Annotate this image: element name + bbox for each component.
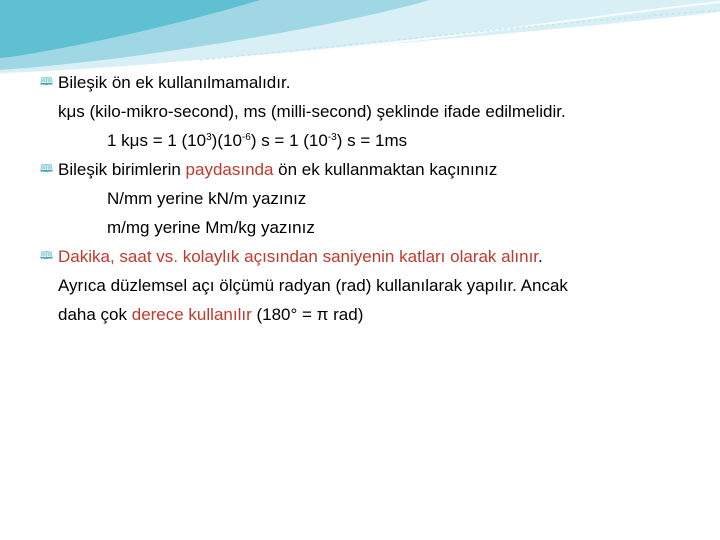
book-bullet-icon: 🕮 <box>40 76 53 88</box>
degree-text-line: daha çok derece kullanılır (180° = π rad) <box>58 305 364 324</box>
highlight-text: Dakika, saat vs. kolaylık açısından saniyenin katları olarak alınır <box>58 247 539 266</box>
formula-line: 1 kμs = 1 $(10^3)(10^{-6}) s = 1$ $(10^{-3}) s = 1ms$ <box>107 131 408 150</box>
angle-text-line: Ayrıca düzlemsel açı ölçümü radyan (rad) kullanılarak yapılır. Ancak <box>58 276 568 295</box>
bullet-compound-units: 🕮 Bileşik birimlerin paydasında ön ek kullanmaktan kaçınınız <box>40 155 680 184</box>
sub-text-nmm: N/mm yerine kN/m yazınız <box>107 189 307 208</box>
book-bullet-icon: 🕮 <box>40 250 53 262</box>
bullet-compound-prefix <box>40 68 680 97</box>
highlight-text: paydasında <box>185 160 274 179</box>
book-bullet-icon: 🕮 <box>40 163 53 175</box>
highlight-text: derece kullanılır <box>131 305 252 324</box>
bullet-text: Bileşik ön ek kullanılmamalıdır. <box>58 73 291 92</box>
bullet-time-units: 🕮 Dakika, saat vs. kolaylık açısından saniyenin katları olarak alınır. <box>40 242 680 271</box>
sub-text-mmg: m/mg yerine Mm/kg yazınız <box>107 218 315 237</box>
sub-text-kus: kμs (kilo-mikro-second), ms (milli-second) şeklinde ifade edilmelidir. <box>58 102 566 121</box>
slide-content <box>40 68 680 329</box>
